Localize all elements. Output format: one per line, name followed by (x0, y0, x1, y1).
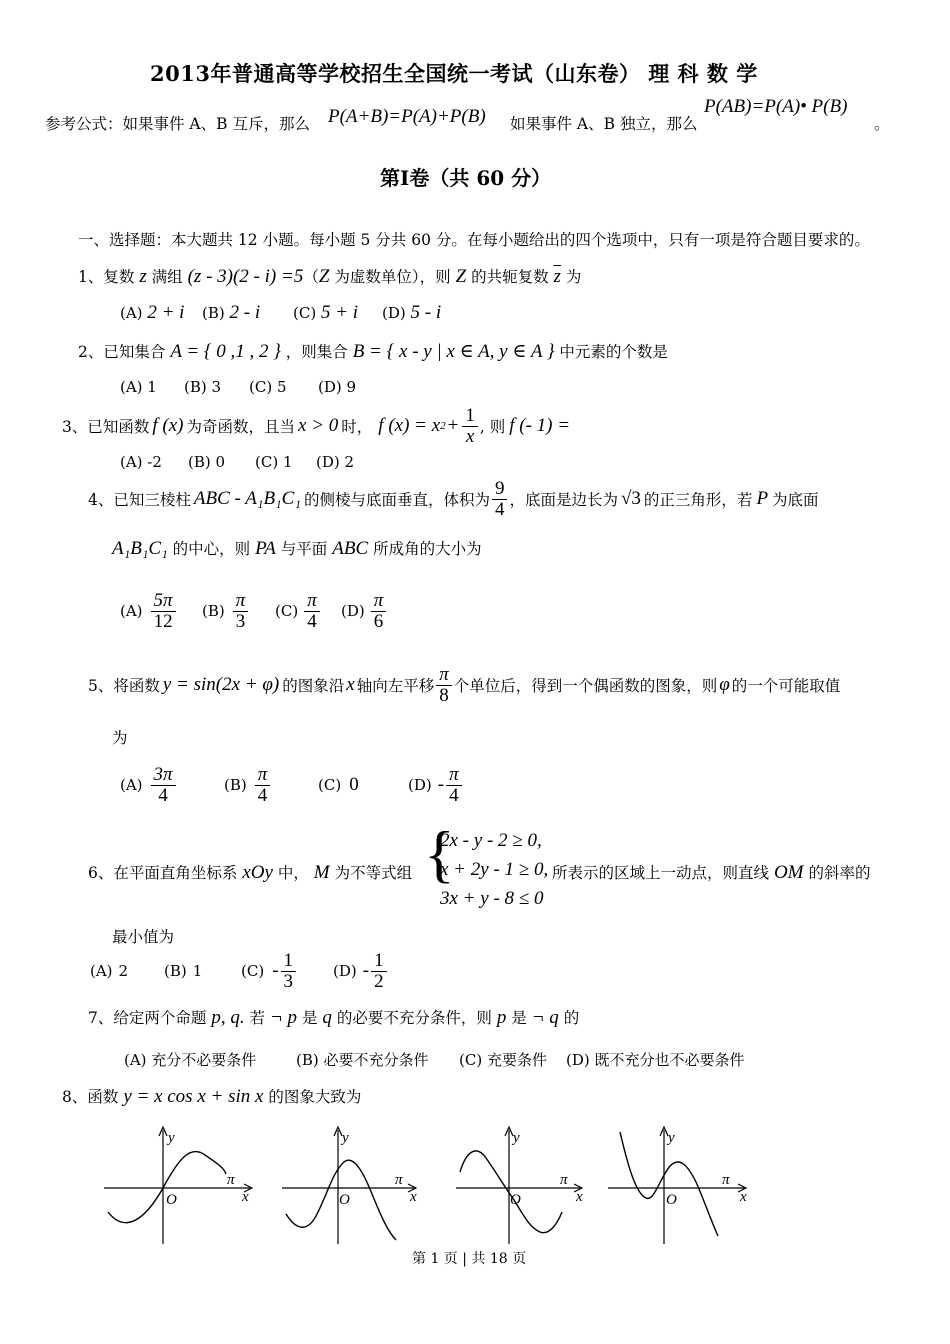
formula-indep: P(AB)=P(A)• P(B) (704, 96, 848, 117)
q6-option-a[interactable] (90, 948, 128, 994)
q1-z3: Z (455, 266, 467, 287)
q4-option-c[interactable] (275, 586, 322, 636)
q8-graph-c-origin-label: O (510, 1192, 521, 1208)
q7-text-f: 的 (563, 1009, 580, 1027)
q5-option-d[interactable] (408, 760, 464, 810)
q8-graph-d-x-label: x (740, 1189, 747, 1205)
q5-shift-den: 8 (439, 684, 449, 706)
q6-text-b: 中， (277, 864, 309, 882)
q8-graph-d-y-label: y (668, 1130, 675, 1146)
q4-option-d-num: π (371, 591, 387, 612)
q5-text-e: 的一个可能取值 (731, 677, 841, 695)
q4-option-b-num: π (233, 591, 249, 612)
q4-option-c-fraction (304, 591, 320, 632)
question-6 (88, 861, 412, 884)
q6-inequality-2: x + 2y - 1 ≥ 0, (440, 859, 549, 880)
q6-option-d-fraction (371, 951, 387, 992)
formula-mid: 如果事件 A、B 独立，那么 (510, 115, 698, 133)
q2-text-a: 2、已知集合 (78, 343, 166, 361)
q3-option-a[interactable]: (A) -2 (120, 453, 162, 471)
question-5 (88, 660, 840, 710)
q1-text-e: 的共轭复数 (471, 268, 549, 286)
q8-graph-b-y-label: y (342, 1130, 349, 1146)
q4-text-g: 与平面 (280, 540, 328, 558)
question-4-line2 (112, 537, 482, 560)
q8-text-b: 的图象大致为 (268, 1088, 362, 1106)
question-6-tail (552, 861, 870, 884)
q2-option-d[interactable]: (D) 9 (318, 378, 357, 396)
q3-square: 2 (440, 420, 446, 432)
q1-text-c: （ (303, 268, 319, 286)
q4-text-b: 的侧棱与底面垂直，体积为 (303, 491, 490, 509)
q4-option-a-num: 5π (151, 591, 176, 612)
q7-not-q: ¬ q (531, 1007, 559, 1028)
q7-option-d[interactable]: (D) 既不充分也不必要条件 (566, 1051, 745, 1069)
q7-q: q (322, 1007, 332, 1028)
q8-graph-c-y-label: y (513, 1130, 520, 1146)
q6-text-d: 所表示的区域上一动点，则直线 (552, 864, 770, 882)
q4-text-a: 4、已知三棱柱 (88, 491, 191, 509)
q3-fraction-den: x (465, 425, 475, 447)
q8-graph-d[interactable] (604, 1122, 766, 1248)
q3-fraction (462, 406, 478, 447)
q8-graph-a-x-label: x (242, 1189, 249, 1205)
q3-text-b: 为奇函数，且当 (186, 418, 296, 436)
q5-option-a[interactable] (120, 760, 178, 810)
q4-text-c: ，底面是边长为 (509, 491, 618, 509)
q3-option-b[interactable]: (B) 0 (188, 453, 226, 471)
q1-equation: (z - 3)(2 - i) =5 (187, 266, 304, 287)
q1-text-a: 1、复数 (78, 268, 135, 286)
q4-option-d-label: (D) (341, 602, 365, 620)
q5-option-a-fraction (151, 765, 176, 806)
q4-option-a-fraction (151, 591, 176, 632)
q5-option-c-value: 0 (349, 774, 359, 795)
q8-graph-a-origin-label: O (166, 1192, 177, 1208)
q2-option-b[interactable]: (B) 3 (184, 378, 222, 396)
q1-zbar: $\overline{z}$ (553, 266, 561, 287)
q4-pa: PA (255, 538, 276, 559)
q1-text-f: 为 (565, 268, 582, 286)
q1-text-d: 为虚数单位），则 (334, 268, 451, 286)
q6-text-line2: 最小值为 (112, 928, 175, 946)
q4-side: √3 (620, 488, 641, 509)
q8-graph-b-x-label: x (410, 1189, 417, 1205)
question-1 (78, 265, 581, 288)
q5-option-a-label: (A) (120, 776, 143, 794)
q7-pq: p, q. (211, 1007, 245, 1028)
q6-inequality-system (440, 826, 548, 913)
q5-text-c: 轴向左平移 (356, 677, 435, 695)
q4-text-h: 所成角的大小为 (373, 540, 482, 558)
q8-graph-d-origin-label: O (666, 1192, 677, 1208)
q4-option-d-fraction (371, 591, 387, 632)
q5-option-b-label: (B) (224, 776, 247, 794)
q6-option-d-label: (D) (333, 962, 357, 980)
question-7 (88, 1006, 579, 1029)
q7-text-c: 是 (301, 1009, 318, 1027)
section-title: 第Ⅰ卷（共 60 分） (380, 166, 552, 190)
q1-option-c-math: 5 + i (320, 302, 359, 323)
q5-text-d: 个单位后，得到一个偶函数的图象，则 (453, 677, 718, 695)
q4-text-d: 的正三角形，若 (643, 491, 753, 509)
q5-shift-num: π (436, 665, 452, 686)
q5-option-a-num: 3π (151, 765, 176, 786)
q5-phi: φ (719, 674, 730, 695)
page-footer: 第 1 页 | 共 18 页 (412, 1251, 527, 1267)
q8-graph-d-pi-label: π (722, 1172, 730, 1188)
q4-option-b[interactable] (202, 586, 250, 636)
q1-option-b[interactable] (202, 302, 260, 324)
q5-option-d-den: 4 (449, 784, 459, 806)
q6-option-b-value: 1 (192, 962, 203, 980)
q6-option-a-value: 2 (118, 962, 129, 980)
q4-option-b-label: (B) (202, 602, 225, 620)
q6-option-d-den: 2 (374, 970, 384, 992)
q7-text-a: 7、给定两个命题 (88, 1009, 207, 1027)
q3-text-a: 3、已知函数 (62, 418, 150, 436)
question-2 (78, 340, 668, 363)
q2-set-a: A = { 0 ,1 , 2 } (170, 341, 281, 362)
q3-fx: f (x) (152, 415, 184, 436)
q1-option-d[interactable] (382, 302, 441, 324)
q4-option-a-label: (A) (120, 602, 143, 620)
question-4 (88, 474, 819, 524)
q1-option-d-label: (D) (382, 304, 406, 322)
q4-volume-den: 4 (494, 498, 505, 520)
q3-equation-left: f (x) = x (378, 415, 441, 436)
q4-option-b-fraction (233, 591, 249, 632)
q7-text-b: 若 (249, 1009, 266, 1027)
q8-graph-b[interactable] (278, 1122, 440, 1248)
q6-m: M (313, 862, 330, 883)
q3-equation-right: f (- 1) = (509, 415, 571, 436)
q1-text-b: 满组 (151, 268, 183, 286)
q6-option-c-label: (C) (241, 962, 265, 980)
q1-z: z (139, 266, 147, 287)
page-title: 2013年普通高等学校招生全国统一考试（山东卷） 理 科 数 学 (150, 61, 758, 86)
q4-p: P (756, 488, 769, 509)
q2-set-b: B = { x - y | x ∈ A, y ∈ A } (352, 341, 555, 362)
q7-text-d: 的必要不充分条件，则 (336, 1009, 492, 1027)
q6-option-c-num: 1 (281, 951, 297, 972)
q7-option-c[interactable]: (C) 充要条件 (459, 1051, 547, 1069)
q3-option-c[interactable]: (C) 1 (255, 453, 293, 471)
q2-option-a[interactable]: (A) 1 (120, 378, 157, 396)
q4-volume-fraction (492, 479, 508, 520)
q5-option-b-num: π (255, 765, 271, 786)
question-3 (62, 404, 570, 448)
q5-option-c[interactable] (318, 760, 359, 810)
q1-option-b-label: (B) (202, 304, 225, 322)
q7-p: p (496, 1007, 507, 1028)
question-8 (62, 1085, 361, 1108)
q5-text-a: 5、将函数 (88, 677, 160, 695)
q4-option-d[interactable] (341, 586, 388, 636)
q3-fraction-num: 1 (462, 406, 478, 427)
q5-option-a-den: 4 (158, 784, 168, 806)
q8-graph-c-x-label: x (576, 1189, 583, 1205)
q4-volume-num: 9 (492, 479, 508, 500)
q8-graph-b-pi-label: π (395, 1172, 403, 1188)
q4-abc: ABC (332, 538, 369, 559)
q3-text-c: 时， (341, 418, 373, 436)
q5-option-d-sign: - (437, 774, 445, 795)
q4-text-f: 的中心，则 (172, 540, 251, 558)
q4-option-d-den: 6 (373, 610, 384, 632)
q6-xoy: xOy (242, 862, 273, 883)
q1-z2: Z (318, 266, 330, 287)
q1-option-a[interactable] (120, 302, 184, 324)
q6-inequality-3: 3x + y - 8 ≤ 0 (440, 888, 544, 909)
q4-prism: ABC - A₁B₁C₁ (193, 488, 301, 509)
q5-option-b[interactable] (224, 760, 272, 810)
formula-prefix: 参考公式：如果事件 A、B 互斥，那么 (45, 115, 310, 133)
q6-text-c: 为不等式组 (334, 864, 413, 882)
q6-option-d-num: 1 (371, 951, 387, 972)
q6-text-e: 的斜率的 (808, 864, 871, 882)
q4-option-c-label: (C) (275, 602, 299, 620)
q8-graph-a-pi-label: π (227, 1172, 235, 1188)
q8-text-a: 8、函数 (62, 1088, 119, 1106)
q6-system-brace: { (424, 818, 455, 889)
q5-text-line2: 为 (112, 729, 128, 747)
q7-option-a[interactable]: (A) 充分不必要条件 (124, 1051, 257, 1069)
q6-option-c[interactable] (241, 948, 298, 994)
q2-text-c: 中元素的个数是 (559, 343, 668, 361)
q6-option-a-label: (A) (90, 962, 113, 980)
q6-option-d-sign: - (362, 960, 370, 981)
q5-option-d-num: π (446, 765, 462, 786)
q6-text-a: 6、在平面直角坐标系 (88, 864, 238, 882)
q4-option-c-num: π (304, 591, 320, 612)
q8-graph-c[interactable] (452, 1122, 614, 1248)
q5-function: y = sin(2x + φ) (162, 674, 280, 695)
q5-option-d-label: (D) (408, 776, 432, 794)
q6-om: OM (773, 862, 804, 883)
q5-shift-fraction (436, 665, 452, 706)
q3-plus: + (447, 415, 459, 436)
q3-option-d[interactable]: (D) 2 (316, 453, 355, 471)
q1-option-a-math: 2 + i (147, 302, 185, 323)
q5-option-d-fraction (446, 765, 462, 806)
q6-option-d[interactable] (333, 948, 389, 994)
q4-base: A₁B₁C₁ (112, 538, 168, 559)
q7-option-b[interactable]: (B) 必要不充分条件 (296, 1051, 429, 1069)
q6-option-c-fraction (281, 951, 297, 992)
q8-graph-a[interactable] (100, 1122, 262, 1248)
q5-option-c-label: (C) (318, 776, 342, 794)
q5-x: x (346, 674, 355, 695)
q2-option-c[interactable]: (C) 5 (249, 378, 287, 396)
q1-option-c[interactable] (293, 302, 358, 324)
q4-text-e: 为底面 (772, 491, 819, 509)
q4-option-a-den: 12 (153, 610, 173, 632)
q6-option-b[interactable] (164, 948, 202, 994)
q8-graph-a-y-label: y (168, 1130, 175, 1146)
q2-text-b: ，则集合 (285, 343, 348, 361)
q6-inequality-1: 2x - y - 2 ≥ 0, (440, 830, 542, 851)
q6-option-b-label: (B) (164, 962, 187, 980)
q3-condition: x > 0 (298, 415, 339, 436)
q4-option-a[interactable] (120, 586, 178, 636)
q4-option-b-den: 3 (235, 610, 246, 632)
q3-text-d: , 则 (479, 418, 506, 436)
q8-graph-c-pi-label: π (560, 1172, 568, 1188)
q8-function: y = x cos x + sin x (123, 1086, 264, 1107)
q8-graph-b-origin-label: O (339, 1192, 350, 1208)
q6-option-c-den: 3 (283, 970, 294, 992)
q7-not-p: ¬ p (269, 1007, 298, 1028)
q1-option-c-label: (C) (293, 304, 317, 322)
formula-end: 。 (874, 115, 890, 133)
q1-option-a-label: (A) (120, 304, 143, 322)
q6-option-c-sign: - (272, 960, 279, 981)
formula-mutex: P(A+B)=P(A)+P(B) (328, 106, 486, 127)
q5-option-b-fraction (255, 765, 271, 806)
q5-text-b: 的图象沿 (282, 677, 345, 695)
q5-option-b-den: 4 (257, 784, 268, 806)
q4-option-c-den: 4 (307, 610, 317, 632)
instructions: 一、选择题：本大题共 12 小题。每小题 5 分共 60 分。在每小题给出的四个选项中，只有一项是符合题目要求的。 (78, 231, 870, 249)
q1-option-d-math: 5 - i (410, 302, 442, 323)
q1-option-b-math: 2 - i (229, 302, 261, 323)
q7-text-e: 是 (511, 1009, 527, 1027)
